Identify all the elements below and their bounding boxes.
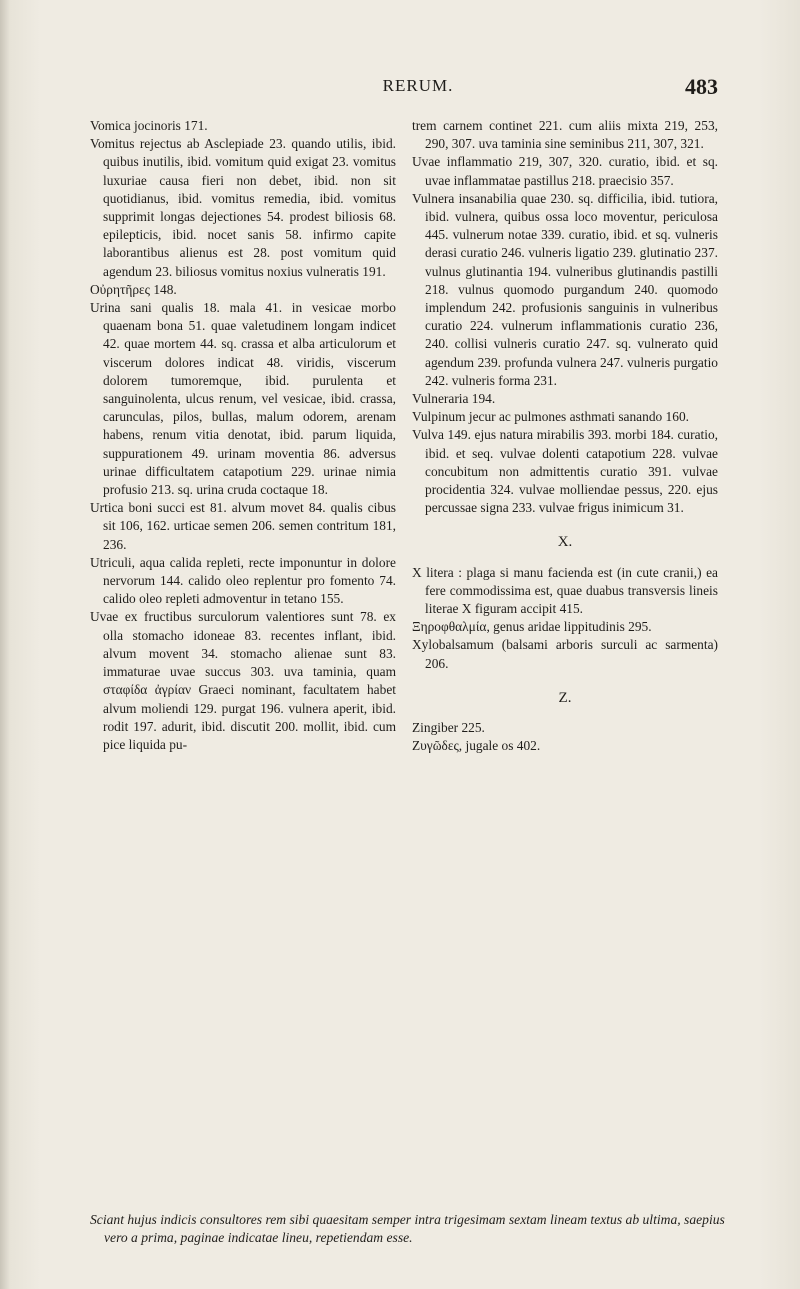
index-entry: X litera : plaga si manu facienda est (in cute cranii,) ea fere commodissima est, quae duabus transversis lineis literae X figuram accipit 415.	[412, 564, 718, 617]
index-entry: Vomitus rejectus ab Asclepiade 23. quando utilis, ibid. quibus inutilis, ibid. vomitum quid exigat 23. vomitus luxuriae causa fieri non debet, ibid. non sit quotidianus, ibid. vomitus remedia, ibid. vomitus supprimit longas dejectiones 54. prodest biliosis 68. epilepticis, ibid. nocet sanis 58. infirmo capite laborantibus alienus est 28. post vomitum quid agendum 23. biliosus vomitus noxius vulneratis 191.	[90, 136, 396, 279]
index-entry: Vulva 149. ejus natura mirabilis 393. morbi 184. curatio, ibid. et seq. vulvae dolenti catapotium 228. vulvae concubitum non admittentis curatio 391. vulvae procidentia 324. vulvae molliendae pessus, 220. ejus percussae signa 233. vulvae frigus inimicum 31.	[412, 427, 718, 516]
index-entry: trem carnem continet 221. cum aliis mixta 219, 253, 290, 307. uva taminia sine seminibus 211, 307, 321.	[412, 118, 718, 152]
index-entry: Uvae inflammatio 219, 307, 320. curatio, ibid. et sq. uvae inflammatae pastillus 218. praecisio 357.	[412, 154, 718, 188]
running-title: RERUM.	[382, 76, 454, 95]
index-entry: Vulnera insanabilia quae 230. sq. difficilia, ibid. tutiora, ibid. vulnera, quibus ossa loco moventur, periculosa 445. vulnerum notae 339. curatio, ibid. et sq. vulneris derasi curatio 246. vulneris ligatio 239. glutinatio 237. vulnus glutinantia 194. vulneribus glutinandis pastilli 218. vulnus quomodo purgandum 240. quomodo implendum 242. profusionis sanguinis in vulneribus curatio 224. vulnerum inflammationis curatio 236, 240. collisi vulneris curatio 247. sq. vulnerato quid agendum 239. profunda vulnera 247. vulneris purgatio 242. vulneris forma 231.	[412, 190, 718, 388]
index-entry: Urtica boni succi est 81. alvum movet 84. qualis cibus sit 106, 162. urticae semen 206. semen contritum 181, 236.	[90, 500, 396, 552]
section-heading-x: X.	[557, 534, 573, 551]
index-entry: Ξηροφθαλμία, genus aridae lippitudinis 295.	[412, 619, 652, 635]
index-entry: Ζυγῶδες, jugale os 402.	[412, 738, 541, 754]
right-column	[412, 117, 718, 756]
page-header	[118, 76, 718, 106]
index-entry: Zingiber 225.	[412, 720, 485, 736]
index-note: Sciant hujus indicis consultores rem sibi quaesitam semper intra trigesimam sextam lineam textus ab ultima, saepius vero a prima, paginae indicatae lineu, repetiendam esse.	[90, 1212, 725, 1245]
index-entry: Vomica jocinoris 171.	[90, 118, 208, 133]
page-number: 483	[685, 74, 718, 99]
index-entry: Utriculi, aqua calida repleti, recte imponuntur in dolore nervorum 144. calido oleo replentur pro fomento 74. calido oleo repleti admoventur in tetano 155.	[90, 554, 396, 607]
index-entry: Vulpinum jecur ac pulmones asthmati sanando 160.	[412, 409, 689, 425]
index-entry: Urina sani qualis 18. mala 41. in vesicae morbo quaenam bona 51. quae valetudinem longam indicet 42. quae mortem 44. sq. crassa et alba articulorum et viscerum dolores indicat 48. viridis, viscerum dolorem tumoremque, ibid. purulenta et sanguinolenta, ulcus renum, vel vesicae, ibid. crassa, carunculas, pilos, bullas, malum odorem, arenam habens, renum vitia denotat, ibid. parum liquida, suppurationem 49. urinam moventia 86. adversus urinae difficultatem catapotium 229. urinae nimia profusio 213. sq. urina cruda coctaque 18.	[90, 300, 396, 498]
index-entry: Οὐρητῆρες 148.	[90, 281, 177, 297]
index-entry: Vulneraria 194.	[412, 391, 496, 407]
index-entry: Xylobalsamum (balsami arboris surculi ac sarmenta) 206.	[412, 637, 718, 671]
index-entry: Uvae ex fructibus surculorum valentiores sunt 78. ex olla stomacho idoneae 83. recentes inflant, ibid. alvum movent 34. stomacho alienae sunt 83. immaturae uvae succus 303. uva taminia, quam σταφίδα ἀγρίαν Graeci nominant, facultatem habet alvum moliendi 129. purgat 196. vulnera aperit, ibid. rodit 197. adurit, ibid. discutit 200. mollit, ibid. cum pice liquida pu-	[90, 609, 396, 752]
section-heading-z: Z.	[558, 689, 572, 706]
left-column	[90, 117, 396, 754]
